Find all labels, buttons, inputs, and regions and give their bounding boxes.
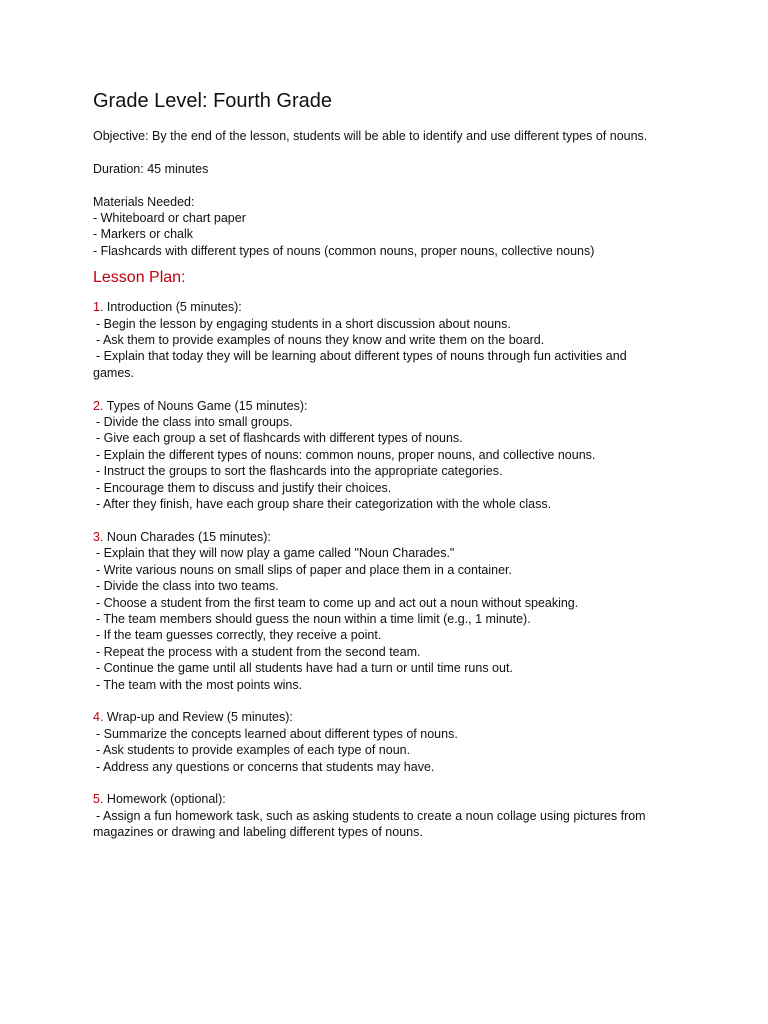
section-line: - Write various nouns on small slips of paper and place them in a container. xyxy=(96,562,512,577)
spacer xyxy=(93,144,693,160)
section-number: 1. xyxy=(93,300,104,315)
lesson-section xyxy=(93,709,693,775)
section-line: - After they finish, have each group share their categorization with the whole class. xyxy=(96,497,552,512)
section-title: Wrap-up and Review (5 minutes): xyxy=(106,710,293,725)
section-line: - Explain that today they will be learning about different types of nouns through fun activities and xyxy=(96,349,627,364)
spacer xyxy=(93,381,693,397)
materials-block xyxy=(93,194,693,260)
section-line: - Divide the class into small groups. xyxy=(96,415,293,430)
document-page xyxy=(93,88,693,841)
lesson-section xyxy=(93,398,693,513)
section-line: - Address any questions or concerns that students may have. xyxy=(96,759,435,774)
section-line: - Explain that they will now play a game called "Noun Charades." xyxy=(96,546,455,561)
section-line: - The team members should guess the noun within a time limit (e.g., 1 minute). xyxy=(96,611,531,626)
page-title: Grade Level: Fourth Grade xyxy=(93,90,333,112)
section-line: - The team with the most points wins. xyxy=(96,677,303,692)
lesson-plan-heading: Lesson Plan: xyxy=(93,269,186,287)
spacer xyxy=(93,775,693,791)
section-line: - Continue the game until all students have had a turn or until time runs out. xyxy=(96,661,513,676)
section-title-line xyxy=(93,791,693,807)
section-number: 2. xyxy=(93,398,104,413)
section-line: - Repeat the process with a student from the second team. xyxy=(96,644,421,659)
materials-heading: Materials Needed: xyxy=(93,194,195,209)
section-line: games. xyxy=(93,365,134,380)
section-title-line xyxy=(93,398,693,414)
section-line: - If the team guesses correctly, they receive a point. xyxy=(96,628,382,643)
section-title: Homework (optional): xyxy=(106,792,226,807)
section-line: - Begin the lesson by engaging students in a short discussion about nouns. xyxy=(96,316,511,331)
section-line: - Give each group a set of flashcards with different types of nouns. xyxy=(96,431,463,446)
section-number: 5. xyxy=(93,792,104,807)
section-line: - Assign a fun homework task, such as asking students to create a noun collage using pictures from xyxy=(96,808,646,823)
materials-item: - Whiteboard or chart paper xyxy=(93,211,246,225)
section-line: - Divide the class into two teams. xyxy=(96,579,279,594)
objective-text: Objective: By the end of the lesson, students will be able to identify and use different types of nouns. xyxy=(93,129,648,143)
section-title-line xyxy=(93,709,693,725)
materials-item: - Markers or chalk xyxy=(93,227,194,242)
lesson-section xyxy=(93,791,693,840)
section-title-line xyxy=(93,299,693,315)
materials-item: - Flashcards with different types of nouns (common nouns, proper nouns, collective nouns) xyxy=(93,243,595,258)
section-number: 3. xyxy=(93,529,104,544)
section-number: 4. xyxy=(93,710,104,725)
section-line: - Summarize the concepts learned about different types of nouns. xyxy=(96,726,458,741)
section-line: - Choose a student from the first team to come up and act out a noun without speaking. xyxy=(96,595,579,610)
section-line: - Instruct the groups to sort the flashcards into the appropriate categories. xyxy=(96,464,503,479)
lesson-section xyxy=(93,529,693,693)
spacer xyxy=(93,512,693,528)
spacer xyxy=(93,177,693,193)
section-line: - Encourage them to discuss and justify their choices. xyxy=(96,480,392,495)
section-title: Types of Nouns Game (15 minutes): xyxy=(106,398,308,413)
section-line: - Ask them to provide examples of nouns they know and write them on the board. xyxy=(96,333,545,348)
section-title: Noun Charades (15 minutes): xyxy=(106,529,271,544)
section-title-line xyxy=(93,529,693,545)
spacer xyxy=(93,693,693,709)
section-line: - Explain the different types of nouns: common nouns, proper nouns, and collective nouns. xyxy=(96,447,596,462)
section-title: Introduction (5 minutes): xyxy=(106,300,242,315)
lesson-section xyxy=(93,299,693,381)
section-line: magazines or drawing and labeling different types of nouns. xyxy=(93,825,423,840)
duration-text: Duration: 45 minutes xyxy=(93,161,209,176)
section-line: - Ask students to provide examples of each type of noun. xyxy=(96,743,411,758)
